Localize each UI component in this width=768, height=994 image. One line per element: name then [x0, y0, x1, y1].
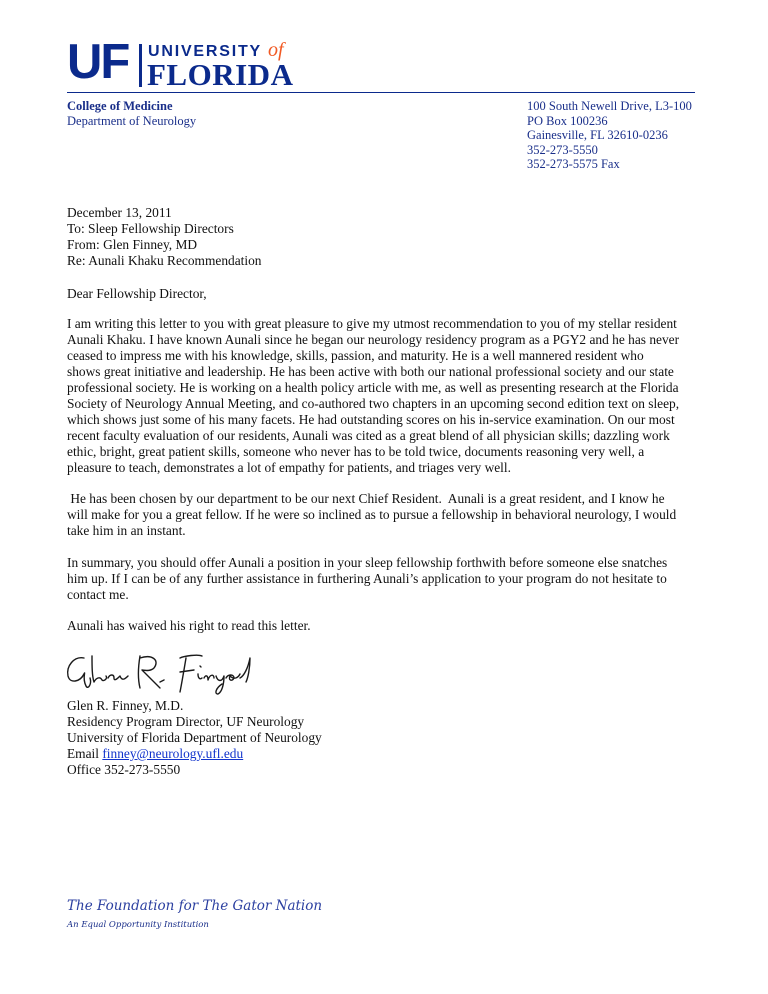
uf-logo-mark: UF [67, 35, 129, 89]
paragraph-line: professional society. He is working on a health policy article with me, as well as presenting research at the Florida [67, 380, 679, 395]
signer-name: Glen R. Finney, M.D. [67, 698, 184, 713]
paragraph-line: pleasure to teach, demonstrates a lot of empathy for patients, and triages very well. [67, 460, 511, 475]
memo-to: To: Sleep Fellowship Directors [67, 221, 234, 236]
memo-re: Re: Aunali Khaku Recommendation [67, 253, 262, 268]
paragraph-line: ceased to impress me with his knowledge, skills, passion, and maturity. He is a well mannered resident who [67, 348, 644, 363]
paragraph-line: will make for you a great fellow. If he were so inclined as to pursue a fellowship in behavioral neurology, I would [67, 507, 677, 522]
paragraph-line: take him in an instant. [67, 523, 186, 538]
department-name: Department of Neurology [67, 114, 197, 128]
letter-date: December 13, 2011 [67, 205, 172, 220]
paragraph-line: In summary, you should offer Aunali a position in your sleep fellowship forthwith before someone else snatches [67, 555, 668, 570]
paragraph-line: I am writing this letter to you with great pleasure to give my utmost recommendation to you of my stellar resident [67, 316, 677, 331]
signer-title: Residency Program Director, UF Neurology [67, 714, 305, 729]
college-name: College of Medicine [67, 99, 173, 113]
email-link[interactable]: finney@neurology.ufl.edu [102, 746, 244, 761]
logo-of-word: of [267, 39, 284, 61]
salutation: Dear Fellowship Director, [67, 286, 207, 301]
memo-block [67, 205, 262, 269]
paragraph-line: which shows just some of his many facets. He had outstanding scores on his in-service examination. On our most [67, 412, 675, 427]
address-line: Gainesville, FL 32610-0236 [527, 128, 668, 143]
paragraph-1 [67, 316, 707, 476]
handwritten-signature [62, 648, 262, 696]
signer-email-line [67, 746, 322, 762]
paragraph-line: He has been chosen by our department to be our next Chief Resident. Aunali is a great resident, and I know he [67, 491, 665, 506]
paragraph-line: recent faculty evaluation of our residents, Aunali was cited as a great blend of all physician skills; dazzling work [67, 428, 670, 443]
logo-florida-word: FLORIDA [147, 57, 294, 92]
paragraph-line: ethic, bright, great patient skills, someone who never has to be told twice, documents reasoning very well, a [67, 444, 645, 459]
signature-label [0, 0, 1, 1]
address-line: PO Box 100236 [527, 113, 608, 128]
memo-from: From: Glen Finney, MD [67, 237, 198, 252]
paragraph-line: Aunali Khaku. I have known Aunali since he began our neurology residency program as a PGY2 and he has never [67, 332, 680, 347]
address-line: 100 South Newell Drive, L3-100 [527, 99, 692, 113]
header-rule [67, 92, 695, 93]
fax-line: 352-273-5575 Fax [527, 157, 620, 172]
footer-equal-opportunity: An Equal Opportunity Institution [67, 920, 209, 930]
paragraph-line: contact me. [67, 587, 129, 602]
logo-university-word: UNIVERSITY [148, 43, 268, 60]
logo-divider [139, 44, 142, 87]
signer-office-phone: Office 352-273-5550 [67, 762, 181, 777]
email-label: Email [67, 746, 103, 761]
paragraph-3 [67, 555, 707, 603]
paragraph-line: him up. If I can be of any further assistance in furthering Aunali’s application to your program do not hesitate to [67, 571, 667, 586]
footer-tagline: The Foundation for The Gator Nation [67, 898, 323, 914]
address-block [527, 99, 692, 172]
paragraph-line: shows great initiative and leadership. He has been active with both our national professional society and our state [67, 364, 674, 379]
phone-line: 352-273-5550 [527, 142, 598, 157]
signoff-block [67, 698, 322, 778]
paragraph-4: Aunali has waived his right to read this letter. [67, 618, 311, 633]
signer-institution: University of Florida Department of Neurology [67, 730, 322, 745]
paragraph-line: Society of Neurology Annual Meeting, and co-authored two chapters in an upcoming second edition text on sleep, [67, 396, 680, 411]
paragraph-2 [67, 491, 707, 539]
